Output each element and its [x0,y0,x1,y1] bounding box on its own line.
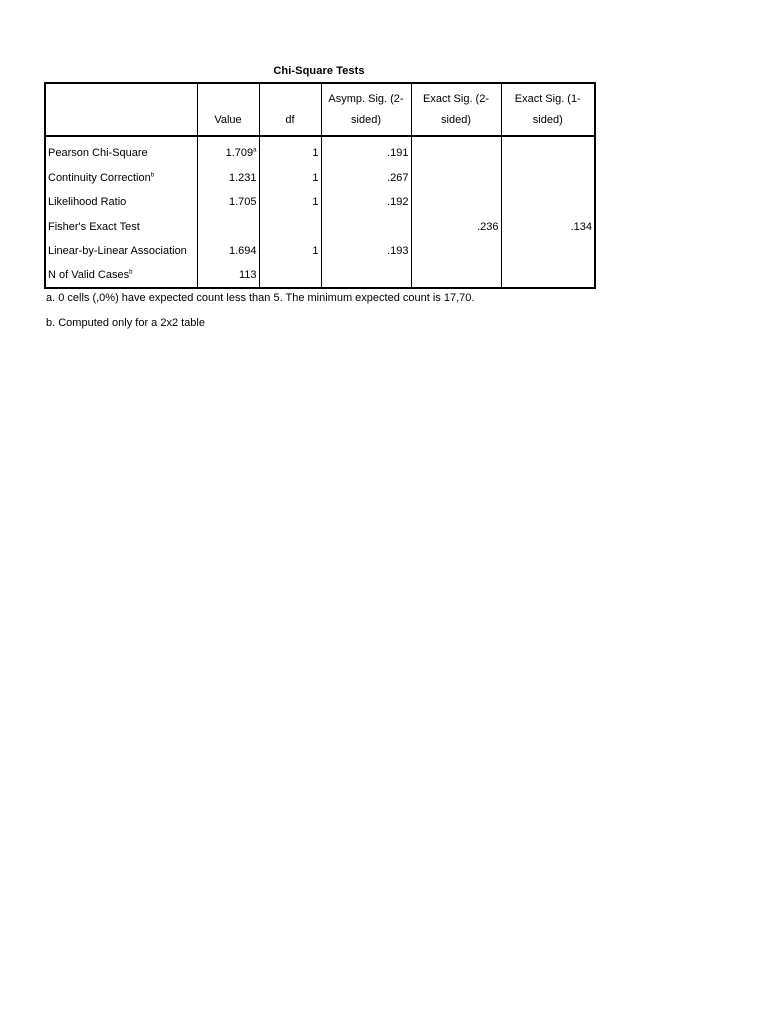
footnote-a: a. 0 cells (,0%) have expected count less than 5. The minimum expected count is 17,70. [46,292,475,304]
footnote-marker: a [253,147,257,154]
table-row [45,264,595,288]
cell-exact-sig-2 [411,264,501,288]
header-label-line1: Exact Sig. (1- [514,93,581,105]
cell-value [197,264,259,288]
cell-value [197,166,259,191]
row-label-text: N of Valid Cases [48,269,130,281]
header-label-line1: Asymp. Sig. (2- [328,93,404,105]
row-label-text: Continuity Correction [48,171,151,184]
row-label [45,264,197,288]
cell-asymp-sig: .191 [321,136,411,166]
cell-exact-sig-1 [501,239,595,264]
cell-asymp-sig [321,264,411,288]
header-cell-stub [45,83,197,136]
header-label-line2: sided) [351,114,381,126]
cell-df [259,215,321,240]
cell-exact-sig-2: .236 [411,215,501,240]
cell-exact-sig-1 [501,190,595,215]
row-label [45,239,197,264]
row-label [45,190,197,215]
cell-df: 1 [259,239,321,264]
cell-df [259,264,321,288]
cell-value-text: 1.694 [228,245,257,258]
header-cell-exact-sig-2 [411,83,501,136]
table-row [45,215,595,240]
cell-exact-sig-2 [411,136,501,166]
cell-exact-sig-2 [411,190,501,215]
cell-exact-sig-2 [411,239,501,264]
table-row [45,136,595,166]
table-row [45,190,595,215]
cell-value [197,190,259,215]
footnote-b: b. Computed only for a 2x2 table [46,317,205,329]
cell-exact-sig-1 [501,264,595,288]
footnote-marker: b [129,269,133,276]
cell-asymp-sig [321,215,411,240]
table-row [45,239,595,264]
cell-value [197,215,259,240]
row-label-text: Likelihood Ratio [48,196,127,209]
row-label-text: Fisher's Exact Test [48,220,140,233]
chi-square-tests-table [44,82,596,289]
cell-value-text: 1.705 [228,196,257,209]
cell-df: 1 [259,190,321,215]
cell-exact-sig-1 [501,136,595,166]
cell-asymp-sig: .267 [321,166,411,191]
footnote-marker: b [150,172,155,179]
header-row [45,83,595,136]
header-cell-exact-sig-1 [501,83,595,136]
cell-asymp-sig: .193 [321,239,411,264]
cell-value-text: 1.709 [225,147,254,160]
table-row [45,166,595,191]
row-label-text: Pearson Chi-Square [48,147,148,160]
cell-value-text: 113 [238,269,257,281]
header-label-line1: Exact Sig. (2- [422,93,490,105]
header-label: Value [214,114,242,126]
header-cell-value [197,83,259,136]
header-cell-asymp-sig [321,83,411,136]
cell-df: 1 [259,136,321,166]
row-label [45,166,197,191]
cell-exact-sig-1: .134 [501,215,595,240]
header-label-line2: sided) [532,114,563,126]
row-label [45,136,197,166]
cell-asymp-sig: .192 [321,190,411,215]
row-label-text: Linear-by-Linear Association [48,245,187,258]
cell-df: 1 [259,166,321,191]
table-title: Chi-Square Tests [273,65,365,77]
cell-exact-sig-2 [411,166,501,191]
row-label [45,215,197,240]
header-cell-df [259,83,321,136]
header-label: df [285,114,295,126]
cell-exact-sig-1 [501,166,595,191]
cell-value [197,136,259,166]
cell-value [197,239,259,264]
header-label-line2: sided) [441,114,471,126]
cell-value-text: 1.231 [228,171,257,184]
